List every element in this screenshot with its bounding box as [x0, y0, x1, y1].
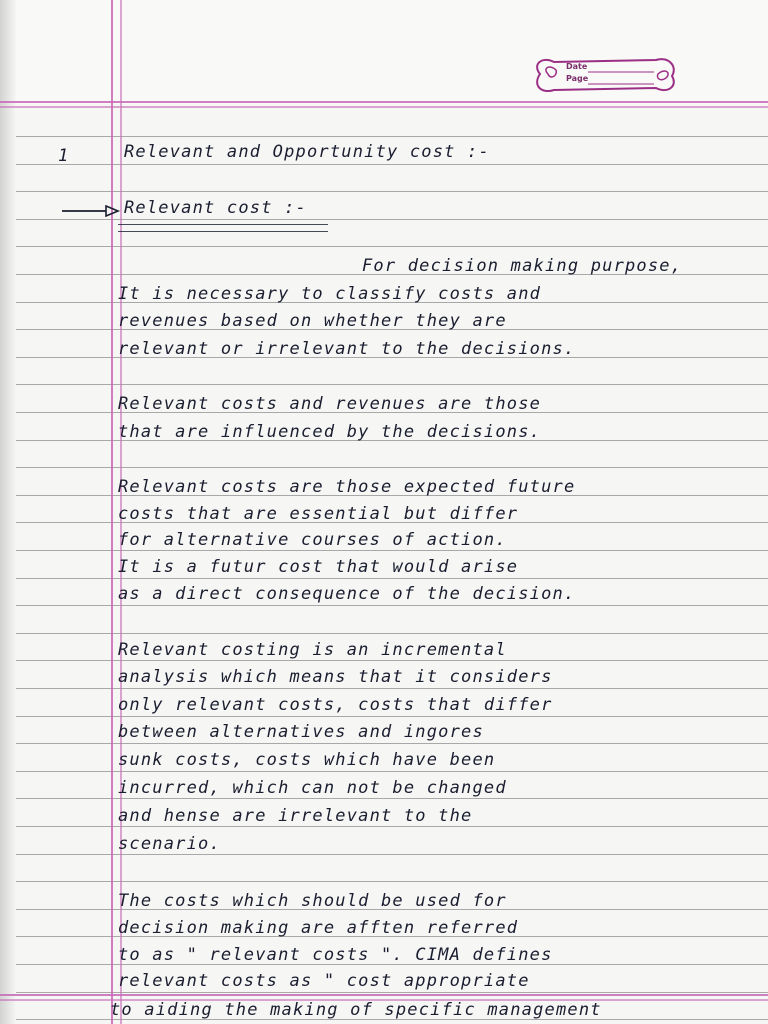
subheading: Relevant cost :-: [124, 198, 307, 218]
footer-rule: [0, 994, 768, 996]
note-line: revenues based on whether they are: [118, 311, 507, 331]
ruled-line: [16, 605, 768, 606]
header-rule: [0, 101, 768, 103]
ruled-line: [16, 136, 768, 137]
date-page-stamp: [528, 52, 678, 96]
ruled-line: [16, 633, 768, 634]
note-line: It is necessary to classify costs and: [118, 284, 542, 304]
ruled-line: [16, 660, 768, 661]
note-line: between alternatives and ingores: [118, 722, 484, 742]
ruled-line: [16, 743, 768, 744]
note-line: sunk costs, costs which have been: [118, 750, 496, 770]
page-binding-shadow: [0, 0, 16, 1024]
header-rule-inner: [0, 106, 768, 108]
note-line: for alternative courses of action.: [118, 530, 507, 550]
date-label: Date: [566, 62, 588, 71]
subheading-underline: [118, 224, 328, 232]
ruled-line: [16, 826, 768, 827]
ruled-line: [16, 854, 768, 855]
note-line: only relevant costs, costs that differ: [118, 695, 553, 715]
scroll-banner-icon: [528, 52, 678, 96]
note-line: decision making are afften referred: [118, 918, 519, 938]
page-label: Page: [566, 74, 589, 83]
ruled-line: [16, 771, 768, 772]
heading: Relevant and Opportunity cost :-: [124, 142, 490, 162]
note-line: that are influenced by the decisions.: [118, 422, 542, 442]
ruled-line: [16, 550, 768, 551]
note-line: costs that are essential but differ: [118, 504, 519, 524]
note-line: scenario.: [118, 834, 221, 854]
ruled-line: [16, 467, 768, 468]
note-line: to as " relevant costs ". CIMA defines: [118, 945, 553, 965]
note-line: incurred, which can not be changed: [118, 778, 507, 798]
note-line: Relevant costs and revenues are those: [118, 394, 542, 414]
margin-line: [111, 0, 113, 1024]
ruled-line: [16, 578, 768, 579]
note-line: and hense are irrelevant to the: [118, 806, 473, 826]
ruled-line: [16, 384, 768, 385]
note-line: Relevant costing is an incremental: [118, 640, 507, 660]
ruled-line: [16, 246, 768, 247]
note-line: It is a futur cost that would arise: [118, 557, 519, 577]
ruled-line: [16, 798, 768, 799]
ruled-line: [16, 992, 768, 993]
note-line: relevant or irrelevant to the decisions.: [118, 339, 576, 359]
note-line: The costs which should be used for: [118, 891, 507, 911]
ruled-line: [16, 881, 768, 882]
note-line: to aiding the making of specific management: [110, 1000, 602, 1020]
ruled-line: [16, 164, 768, 165]
note-line: For decision making purpose,: [362, 256, 683, 276]
note-line: Relevant costs are those expected future: [118, 477, 576, 497]
note-line: relevant costs as " cost appropriate: [118, 971, 530, 991]
ruled-line: [16, 688, 768, 689]
arrow-right-icon: [62, 205, 122, 217]
item-number: 1: [58, 146, 69, 166]
ruled-line: [16, 716, 768, 717]
note-line: as a direct consequence of the decision.: [118, 584, 576, 604]
ruled-line: [16, 219, 768, 220]
note-line: analysis which means that it considers: [118, 667, 553, 687]
ruled-line: [16, 191, 768, 192]
